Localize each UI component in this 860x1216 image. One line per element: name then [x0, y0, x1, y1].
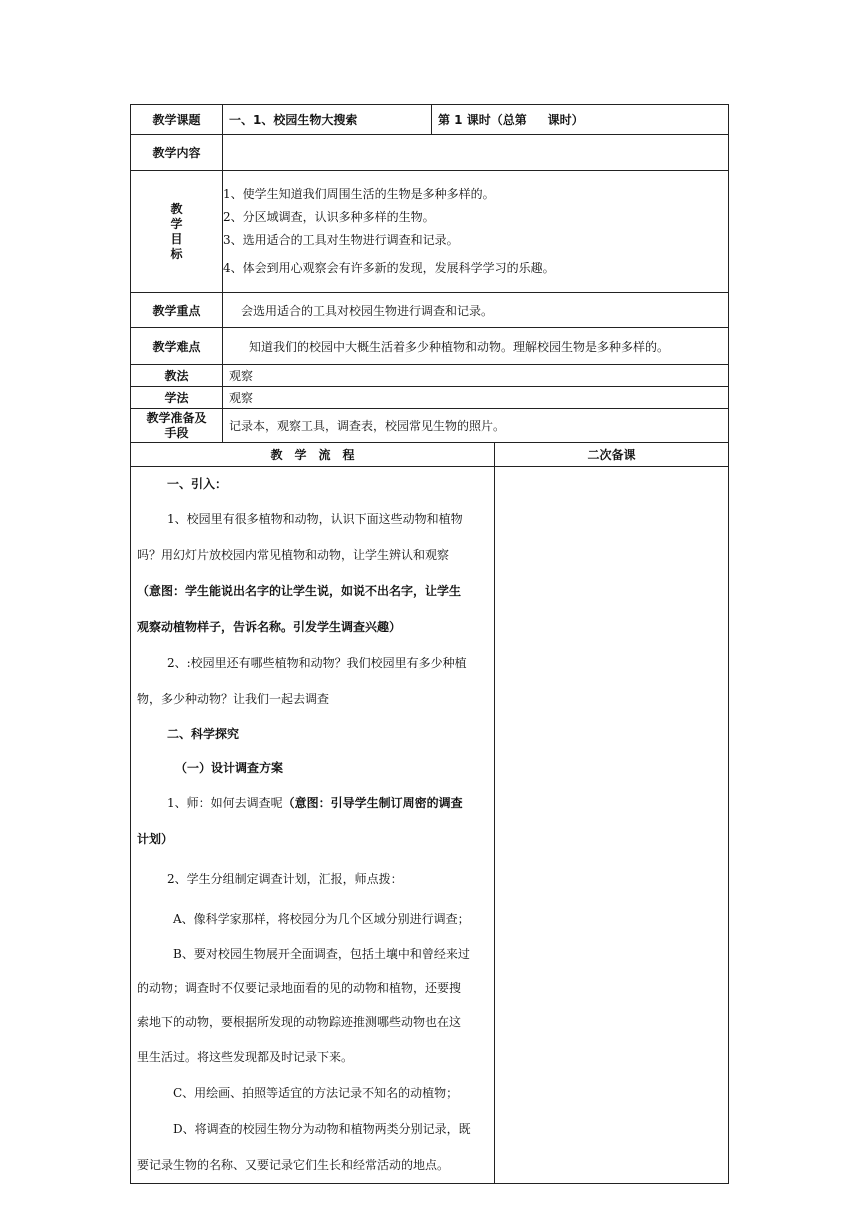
goals-label: [131, 171, 223, 293]
method-label: 教法: [131, 365, 223, 387]
flow-text: 里生活过。将这些发现都及时记录下来。: [137, 1050, 354, 1064]
goals-label-char: 教: [170, 201, 183, 216]
flow-text: A、像科学家那样，将校园分为几个区域分别进行调查；: [173, 912, 470, 926]
prep-label: [131, 409, 223, 443]
goals-label-char: 目: [170, 231, 183, 246]
prep-label-line: 手段: [164, 425, 189, 440]
content-value: [223, 135, 729, 171]
flow-header-right: 二次备课: [495, 443, 729, 467]
flow-text: 1、校园里有很多植物和动物，认识下面这些动物和植物: [167, 512, 463, 526]
intro-title: 一、引入：: [167, 477, 228, 491]
lesson-info: 第 1 课时（总第 课时）: [432, 105, 729, 135]
sub-title: （一）设计调查方案: [175, 761, 284, 775]
q1-intent: （意图：引导学生制订周密的调查: [282, 796, 463, 810]
goal-item: 4、体会到用心观察会有许多新的发现，发展科学学习的乐趣。: [223, 261, 555, 275]
second-prep-area: [495, 467, 729, 1184]
method-value: 观察: [223, 365, 729, 387]
goal-item: 2、分区域调查，认识多种多样的生物。: [223, 210, 435, 224]
flow-intent: （意图：学生能说出名字的让学生说，如说不出名字，让学生: [137, 584, 462, 598]
flow-text: 索地下的动物，要根据所发现的动物踪迹推测哪些动物也在这: [137, 1015, 462, 1029]
goals-list: [223, 171, 729, 293]
prep-value: 记录本，观察工具，调查表，校园常见生物的照片。: [223, 409, 729, 443]
flow-content: [131, 467, 495, 1184]
flow-text: D、将调查的校园生物分为动物和植物两类分别记录，既: [173, 1122, 471, 1136]
key-points-label: 教学重点: [131, 293, 223, 328]
flow-text: 2、学生分组制定调查计划，汇报，师点拨：: [167, 872, 403, 886]
difficulties-label: 教学难点: [131, 328, 223, 365]
study-label: 学法: [131, 387, 223, 409]
lesson-plan-table: [130, 104, 729, 443]
flow-text: 吗？用幻灯片放校园内常见植物和动物，让学生辨认和观察: [137, 548, 450, 562]
goal-item: 3、选用适合的工具对生物进行调查和记录。: [223, 233, 459, 247]
goal-item: 1、使学生知道我们周围生活的生物是多种多样的。: [223, 187, 495, 201]
q1-text: 1、师：如何去调查呢: [167, 796, 283, 810]
prep-label-line: 教学准备及: [146, 410, 207, 425]
flow-header-left: 教 学 流 程: [131, 443, 495, 467]
flow-text: 要记录生物的名称、又要记录它们生长和经常活动的地点。: [137, 1158, 450, 1172]
lesson-plan-sheet: [130, 104, 728, 1184]
difficulties-value: 知道我们的校园中大概生活着多少种植物和动物。理解校园生物是多种多样的。: [223, 328, 729, 365]
flow-text: B、要对校园生物展开全面调查，包括土壤中和曾经来过: [173, 947, 470, 961]
topic-value: 一、1、校园生物大搜索: [223, 105, 432, 135]
key-points-value: 会选用适合的工具对校园生物进行调查和记录。: [223, 293, 729, 328]
flow-intent: 观察动植物样子，告诉名称。引发学生调查兴趣）: [137, 620, 402, 634]
goals-label-char: 标: [170, 246, 183, 261]
flow-table: [130, 442, 729, 1184]
flow-text: 的动物；调查时不仅要记录地面看的见的动物和植物，还要搜: [137, 981, 462, 995]
q1-intent-cont: 计划）: [137, 832, 174, 846]
flow-text: [137, 785, 492, 821]
study-value: 观察: [223, 387, 729, 409]
flow-text: 2、:校园里还有哪些植物和动物？我们校园里有多少种植: [167, 656, 467, 670]
goals-label-char: 学: [170, 216, 183, 231]
flow-text: C、用绘画、拍照等适宜的方法记录不知名的动植物；: [173, 1086, 459, 1100]
content-label: 教学内容: [131, 135, 223, 171]
topic-label: 教学课题: [131, 105, 223, 135]
explore-title: 二、科学探究: [167, 727, 240, 741]
flow-text: 物，多少种动物？让我们一起去调查: [137, 692, 330, 706]
